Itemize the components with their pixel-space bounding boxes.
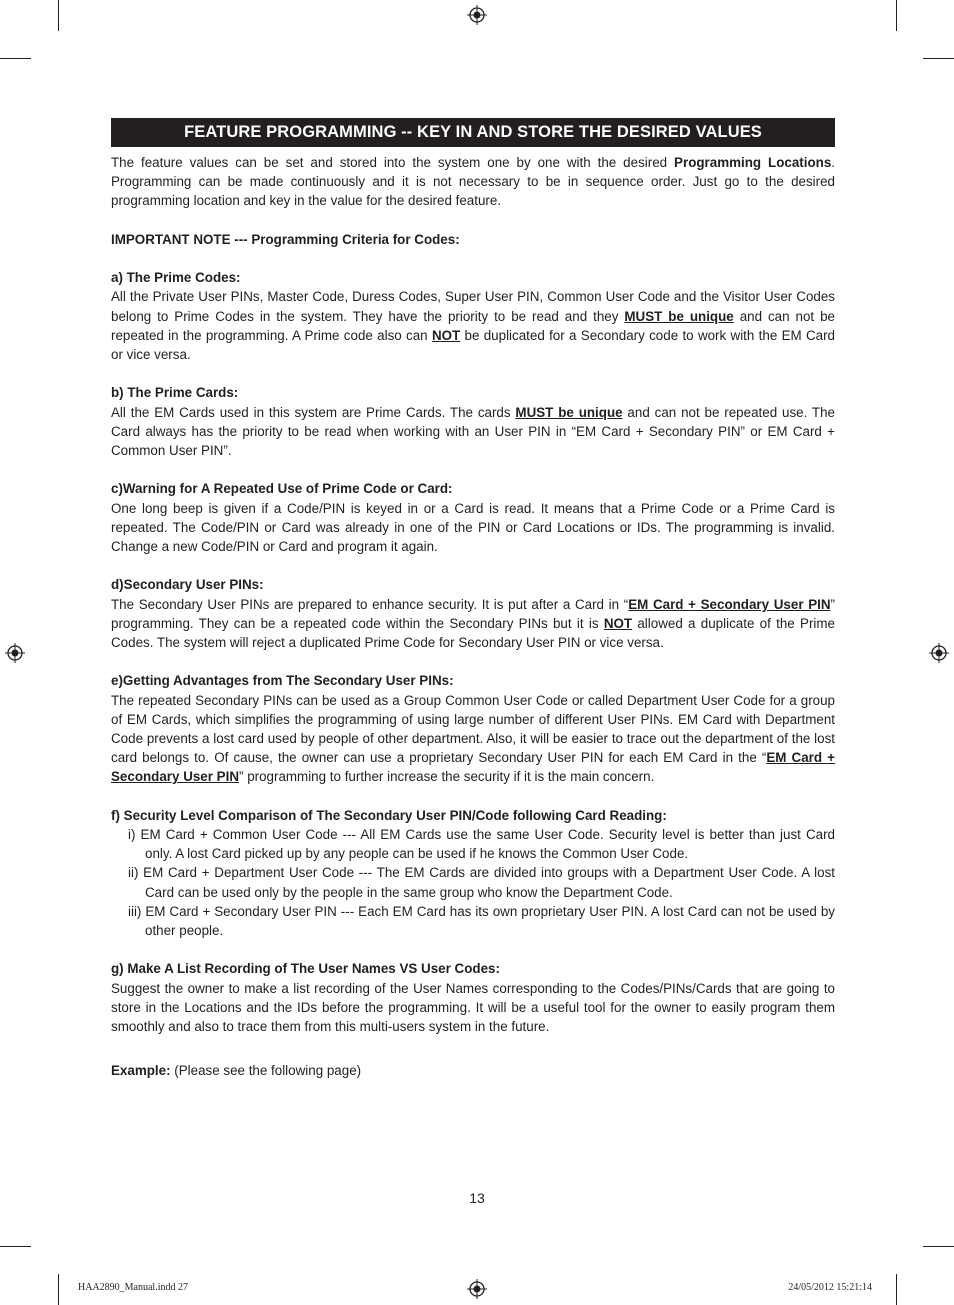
- section-d-text: allowed a duplicate of the Prime Codes. The system will reject a duplicated Prime Code for Secondary User PIN or vice versa.: [111, 615, 835, 650]
- section-e-paragraph: [111, 691, 835, 787]
- crop-mark: [58, 0, 59, 31]
- crop-mark: [896, 1274, 897, 1305]
- list-item: iii) EM Card + Secondary User PIN --- Each EM Card has its own proprietary User PIN. A lost Card can not be used by other people.: [128, 903, 835, 939]
- document-body: [111, 153, 835, 1080]
- section-b-paragraph: [111, 403, 835, 461]
- section-d-text: ” programming. They can be a repeated code within the Secondary PINs but it is: [111, 596, 835, 631]
- emphasis-underline: MUST be unique: [624, 308, 734, 324]
- intro-paragraph: [111, 153, 835, 211]
- section-d-paragraph: [111, 595, 835, 653]
- slug-timestamp: 24/05/2012 15:21:14: [788, 1282, 872, 1293]
- intro-text: . Programming can be made continuously and it is not necessary to be in sequence order. Just go to the desired programming location and key in the value for the desired feature.: [111, 155, 836, 209]
- section-a-paragraph: [111, 287, 835, 364]
- registration-mark-icon: [929, 643, 949, 663]
- crop-mark: [923, 1246, 954, 1247]
- section-f-heading: f) Security Level Comparison of The Secondary User PIN/Code following Card Reading:: [111, 807, 667, 823]
- section-e-text: The repeated Secondary PINs can be used as a Group Common User Code or called Department User Code for a group of EM Cards, which simplifies the programming of using large number of different User PINs. EM Card with Department Code prevents a lost card used by people of other department. Also, it will be easier to trace out the department of the lost card belongs to. Of cause, the owner can use a proprietary Secondary User PIN for each EM Card in the “: [111, 692, 835, 766]
- section-a-text: be duplicated for a Secondary code to work with the EM Card or vice versa.: [111, 327, 835, 362]
- list-item: ii) EM Card + Department User Code --- The EM Cards are divided into groups with a Department User Code. A lost Card can be used only by the people in the same group who know the Department Code.: [128, 865, 835, 900]
- emphasis-underline: NOT: [431, 327, 461, 343]
- section-d-heading: d)Secondary User PINs:: [111, 577, 264, 593]
- crop-mark: [896, 0, 897, 31]
- important-note-heading: IMPORTANT NOTE --- Programming Criteria for Codes:: [111, 231, 460, 247]
- slug-filename: HAA2890_Manual.indd 27: [78, 1282, 188, 1293]
- registration-mark-icon: [467, 5, 487, 25]
- emphasis-underline: EM Card + Secondary User PIN: [111, 750, 835, 785]
- emphasis-underline: NOT: [603, 615, 633, 631]
- example-label: Example:: [111, 1063, 171, 1079]
- intro-text: The feature values can be set and stored into the system one by one with the desired: [111, 155, 675, 170]
- section-a-text: and can not be repeated in the programming. A Prime code also can: [111, 308, 835, 343]
- crop-mark: [0, 58, 31, 59]
- registration-mark-icon: [467, 1279, 487, 1299]
- section-e-text: ” programming to further increase the security if it is the main concern.: [239, 769, 655, 785]
- section-g-paragraph: Suggest the owner to make a list recording of the User Names corresponding to the Codes/PINs/Cards that are going to store in the Locations and the IDs before the programming. It will be a useful tool for the owner to easily program them smoothly and also to trace them from this multi-users system in the future.: [111, 980, 835, 1035]
- section-banner: FEATURE PROGRAMMING -- KEY IN AND STORE THE DESIRED VALUES: [111, 118, 835, 147]
- section-b-text: and can not be repeated use. The Card always has the priority to be read when working with an User PIN in “EM Card + Secondary PIN” or EM Card + Common User PIN”.: [111, 404, 835, 458]
- crop-mark: [0, 1246, 31, 1247]
- emphasis-underline: MUST be unique: [515, 404, 623, 420]
- example-text: (Please see the following page): [170, 1063, 362, 1079]
- crop-mark: [58, 1274, 59, 1305]
- section-g-heading: g) Make A List Recording of The User Names VS User Codes:: [111, 961, 500, 977]
- section-c-heading: c)Warning for A Repeated Use of Prime Code or Card:: [111, 481, 453, 497]
- section-a-heading: a) The Prime Codes:: [111, 270, 241, 286]
- emphasis-underline: EM Card + Secondary User PIN: [628, 596, 831, 612]
- intro-bold: Programming Locations: [674, 155, 832, 170]
- list-item: i) EM Card + Common User Code --- All EM Cards use the same User Code. Security level is better than just Card only. A lost Card picked up by any people can be used if he knows the Common User Code.: [128, 827, 835, 862]
- page-number: 13: [469, 1190, 485, 1206]
- section-a-text: All the Private User PINs, Master Code, Duress Codes, Super User PIN, Common User Code and the Visitor User Codes belong to Prime Codes in the system. They have the priority to be read and they: [111, 289, 835, 324]
- registration-mark-icon: [5, 643, 25, 663]
- crop-mark: [923, 58, 954, 59]
- example-line: [111, 1061, 835, 1080]
- section-c-paragraph: One long beep is given if a Code/PIN is keyed in or a Card is read. It means that a Prime Code or a Prime Card is repeated. The Code/PIN or Card was already in one of the PIN or Card Locations or IDs. The programming is invalid. Change a new Code/PIN or Card and program it again.: [111, 500, 835, 554]
- section-e-heading: e)Getting Advantages from The Secondary User PINs:: [111, 673, 454, 689]
- section-b-text: All the EM Cards used in this system are Prime Cards. The cards: [111, 404, 516, 420]
- section-b-heading: b) The Prime Cards:: [111, 385, 239, 401]
- section-d-text: The Secondary User PINs are prepared to enhance security. It is put after a Card in “: [111, 596, 629, 612]
